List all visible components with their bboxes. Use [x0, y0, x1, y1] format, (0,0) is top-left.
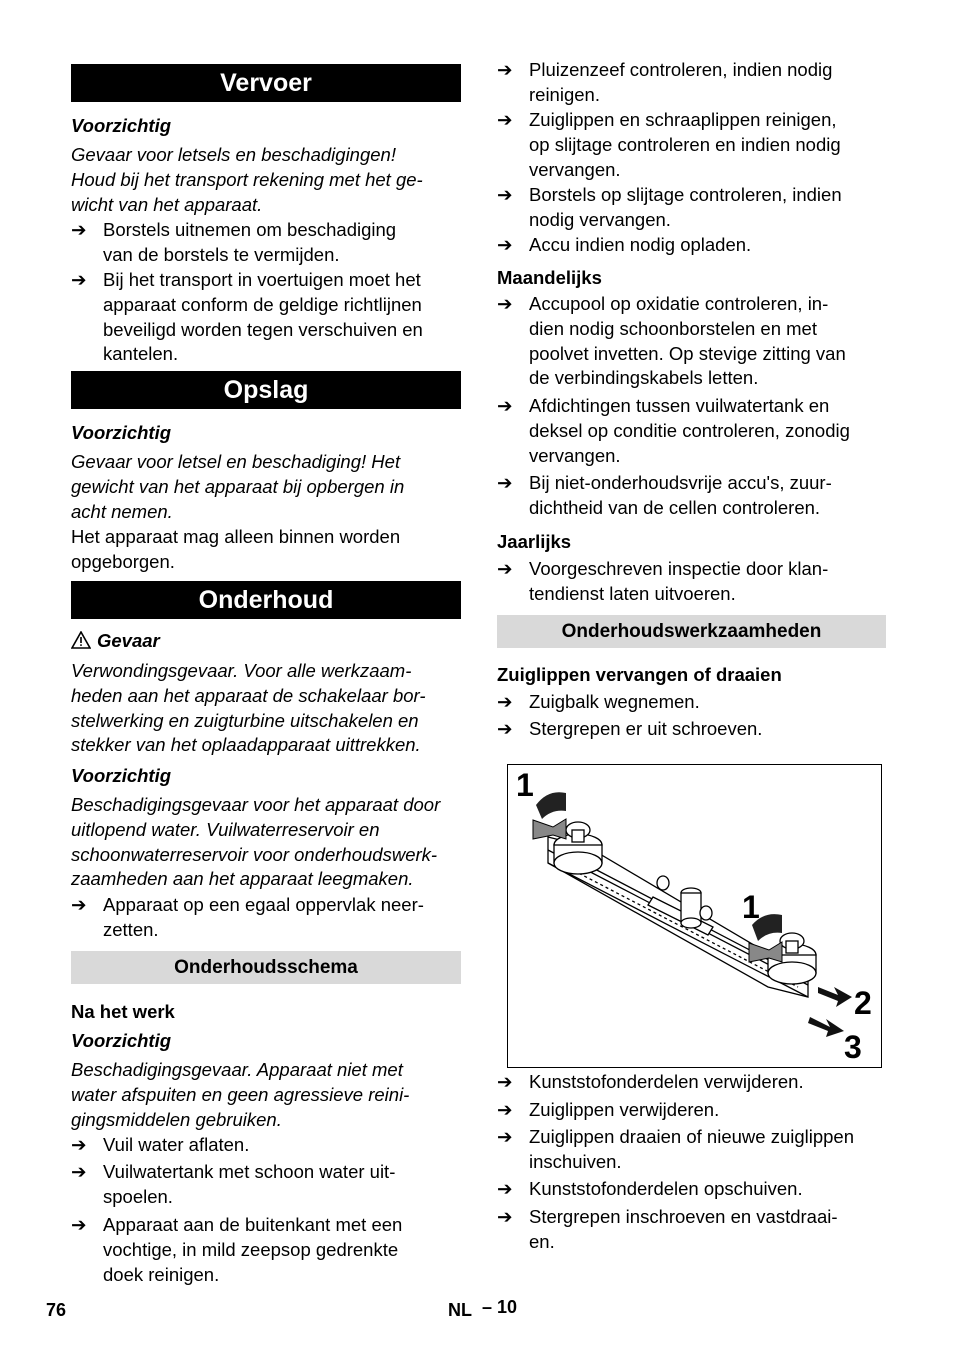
- figure-step-label: 2: [854, 985, 872, 1021]
- danger-text: heden aan het apparaat de schakelaar bor-: [71, 684, 426, 706]
- bullet-text: Vuilwatertank met schoon water uit-: [103, 1161, 396, 1182]
- bullet-item: [497, 717, 897, 742]
- bullet-text: deksel op conditie controleren, zonodig: [529, 419, 850, 441]
- bullet-text: Stergrepen er uit schroeven.: [529, 718, 763, 739]
- section-title-onderhoud: Onderhoud: [71, 581, 461, 619]
- bullet-text: Zuigbalk wegnemen.: [529, 691, 700, 712]
- arrow-icon: ➔: [497, 1099, 513, 1120]
- bullet-item: [497, 690, 897, 715]
- bullet-item: [71, 893, 471, 943]
- bullet-item: [497, 1205, 897, 1255]
- bullet-text: dien nodig schoonborstelen en met: [529, 317, 817, 339]
- bullet-item: [71, 268, 471, 367]
- warning-text: zaamheden aan het apparaat leegmaken.: [71, 868, 414, 890]
- subheading-jaarlijks: Jaarlijks: [497, 531, 572, 552]
- arrow-icon: ➔: [497, 558, 513, 579]
- figure-step-label: 3: [844, 1029, 862, 1065]
- subsection-title-werkzaamheden: Onderhoudswerkzaamheden: [497, 615, 886, 648]
- bullet-text: Stergrepen inschroeven en vastdraai-: [529, 1206, 838, 1227]
- danger-text: stelwerking en zuigturbine uitschakelen en: [71, 709, 419, 731]
- warning-text: Houd bij het transport rekening met het ge-: [71, 168, 423, 190]
- bullet-text: de verbindingskabels letten.: [529, 367, 759, 389]
- section-title-vervoer: Vervoer: [71, 64, 461, 102]
- bullet-item: [497, 1098, 897, 1123]
- arrow-icon: ➔: [71, 1214, 87, 1235]
- warning-text: Beschadigingsgevaar voor het apparaat door: [71, 794, 441, 815]
- arrow-icon: ➔: [71, 269, 87, 290]
- warning-text: Beschadigingsgevaar. Apparaat niet met: [71, 1059, 403, 1080]
- bullet-text: Accu indien nodig opladen.: [529, 234, 752, 255]
- figure-suction-bar: [507, 764, 882, 1068]
- warning-text: acht nemen.: [71, 500, 173, 522]
- danger-label-text: Gevaar: [97, 630, 160, 651]
- arrow-icon: ➔: [497, 293, 513, 314]
- bullet-item: [497, 471, 897, 521]
- bullet-item: [497, 58, 897, 108]
- body-text: Het apparaat mag alleen binnen worden: [71, 526, 401, 547]
- arrow-icon: ➔: [497, 395, 513, 416]
- bullet-item: [497, 1125, 897, 1175]
- suction-bar-drawing: [548, 822, 816, 997]
- body-text: opgeborgen.: [71, 550, 175, 572]
- sub-page-number: – 10: [482, 1297, 518, 1317]
- bullet-text: Pluizenzeef controleren, indien nodig: [529, 59, 833, 80]
- language-code: NL: [448, 1300, 472, 1320]
- bullet-text: vochtige, in mild zeepsop gedrenkte: [103, 1238, 399, 1260]
- bullet-text: en.: [529, 1230, 555, 1252]
- bullet-text: Borstels uitnemen om beschadiging: [103, 219, 397, 240]
- warning-text: schoonwaterreservoir voor onderhoudswerk-: [71, 843, 438, 865]
- section-title-opslag: Opslag: [71, 371, 461, 409]
- warning-triangle-icon: [71, 629, 97, 654]
- danger-text: Verwondingsgevaar. Voor alle werkzaam-: [71, 660, 412, 681]
- warning-text: gewicht van het apparaat bij opbergen in: [71, 475, 405, 497]
- bullet-text: Apparaat aan de buitenkant met een: [103, 1214, 403, 1235]
- bullet-item: [497, 108, 897, 182]
- bullet-item: [497, 557, 897, 607]
- arrow-icon: ➔: [497, 1071, 513, 1092]
- bullet-item: [497, 183, 897, 233]
- subheading-na-het-werk: Na het werk: [71, 1001, 175, 1022]
- bullet-text: Afdichtingen tussen vuilwatertank en: [529, 395, 830, 416]
- bullet-item: [71, 1133, 471, 1158]
- bullet-text: beveiligd worden tegen verschuiven en: [103, 318, 423, 340]
- arrow-icon: ➔: [497, 1206, 513, 1227]
- subheading-zuiglippen: Zuiglippen vervangen of draaien: [497, 664, 782, 685]
- arrow-icon: ➔: [497, 1126, 513, 1147]
- bullet-text: Voorgeschreven inspectie door klan-: [529, 558, 829, 579]
- bullet-text: vervangen.: [529, 444, 621, 466]
- figure-step-label: 1: [516, 767, 534, 803]
- bullet-text: dichtheid van de cellen controleren.: [529, 496, 821, 518]
- caution-label: Voorzichtig: [71, 422, 172, 443]
- bullet-text: poolvet invetten. Op stevige zitting van: [529, 342, 846, 364]
- bullet-text: Accupool op oxidatie controleren, in-: [529, 293, 829, 314]
- bullet-text: reinigen.: [529, 83, 600, 105]
- bullet-text: Kunststofonderdelen verwijderen.: [529, 1071, 804, 1092]
- caution-label: Voorzichtig: [71, 1030, 172, 1051]
- bullet-text: Borstels op slijtage controleren, indien: [529, 184, 842, 205]
- bullet-item: [71, 1160, 471, 1210]
- subsection-title-schema: Onderhoudsschema: [71, 951, 461, 984]
- bullet-text: Vuil water aflaten.: [103, 1134, 250, 1155]
- bullet-item: [71, 218, 471, 268]
- warning-text: wicht van het apparaat.: [71, 193, 263, 215]
- arrow-icon: ➔: [71, 1161, 87, 1182]
- bullet-text: tendienst laten uitvoeren.: [529, 582, 736, 604]
- bullet-text: inschuiven.: [529, 1150, 622, 1172]
- bullet-text: apparaat conform de geldige richtlijnen: [103, 293, 422, 315]
- figure-step-label: 1: [742, 889, 760, 925]
- bullet-text: nodig vervangen.: [529, 208, 671, 230]
- bullet-text: Bij niet-onderhoudsvrije accu's, zuur-: [529, 472, 832, 493]
- arrow-icon: ➔: [497, 691, 513, 712]
- arrow-icon: ➔: [497, 234, 513, 255]
- arrow-icon: ➔: [71, 1134, 87, 1155]
- danger-label: [71, 629, 160, 654]
- warning-text: uitlopend water. Vuilwaterreservoir en: [71, 818, 380, 840]
- bullet-item: [497, 292, 897, 391]
- bullet-text: kantelen.: [103, 343, 179, 365]
- bullet-text: Kunststofonderdelen opschuiven.: [529, 1178, 803, 1199]
- bullet-item: [71, 1213, 471, 1287]
- warning-text: Gevaar voor letsel en beschadiging! Het: [71, 451, 401, 472]
- warning-text: Gevaar voor letsels en beschadigingen!: [71, 144, 396, 165]
- bullet-text: doek reinigen.: [103, 1263, 220, 1285]
- arrow-icon: ➔: [497, 59, 513, 80]
- bullet-text: Apparaat op een egaal oppervlak neer-: [103, 894, 424, 915]
- subheading-maandelijks: Maandelijks: [497, 267, 602, 288]
- arrow-icon: ➔: [497, 109, 513, 130]
- bullet-item: [497, 1177, 897, 1202]
- arrow-icon: ➔: [71, 894, 87, 915]
- arrow-icon: ➔: [497, 1178, 513, 1199]
- arrow-icon: ➔: [71, 219, 87, 240]
- bullet-text: Zuiglippen verwijderen.: [529, 1099, 720, 1120]
- bullet-text: Zuiglippen en schraaplippen reinigen,: [529, 109, 837, 130]
- page-number: 76: [46, 1300, 67, 1320]
- danger-text: stekker van het oplaadapparaat uittrekken.: [71, 734, 421, 756]
- bullet-text: Zuiglippen draaien of nieuwe zuiglippen: [529, 1126, 855, 1147]
- bullet-item: [497, 394, 897, 468]
- bullet-text: van de borstels te vermijden.: [103, 243, 340, 265]
- bullet-text: Bij het transport in voertuigen moet het: [103, 269, 421, 290]
- arrow-icon: ➔: [497, 472, 513, 493]
- caution-label: Voorzichtig: [71, 765, 172, 786]
- arrow-icon: ➔: [497, 184, 513, 205]
- bullet-text: op slijtage controleren en indien nodig: [529, 133, 841, 155]
- caution-label: Voorzichtig: [71, 115, 172, 136]
- bullet-item: [497, 1070, 897, 1095]
- arrow-icon: ➔: [497, 718, 513, 739]
- bullet-text: zetten.: [103, 918, 159, 940]
- bullet-item: [497, 233, 897, 258]
- warning-text: gingsmiddelen gebruiken.: [71, 1108, 282, 1130]
- bullet-text: vervangen.: [529, 158, 621, 180]
- warning-text: water afspuiten en geen agressieve reini-: [71, 1083, 410, 1105]
- bullet-text: spoelen.: [103, 1185, 173, 1207]
